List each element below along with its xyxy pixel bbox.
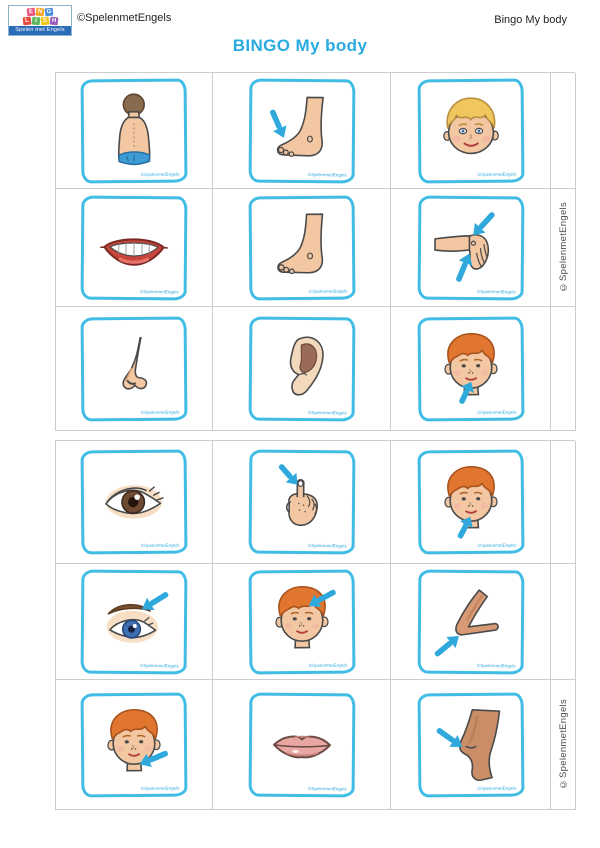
side-cell: [551, 564, 576, 680]
neck-illustration-icon: [430, 462, 511, 543]
back-illustration-icon: [94, 90, 175, 171]
grid-cell: [213, 680, 391, 810]
grid-cell: [213, 441, 391, 564]
card-copyright: ©SpelenmetEngels: [140, 785, 180, 791]
bingo-grid-bottom: [55, 440, 575, 810]
card-knee: [417, 692, 524, 797]
bingo-grid-top: [55, 72, 575, 431]
card-copyright: ©SpelenmetEngels: [307, 171, 347, 177]
logo-letter-block: S: [40, 16, 49, 25]
card-foot: [248, 195, 355, 300]
eyebrow-illustration-icon: [94, 581, 175, 662]
header-copyright: ©SpelenmetEngels: [77, 12, 172, 24]
card-copyright: ©SpelenmetEngels: [477, 785, 516, 791]
elbow-illustration-icon: [430, 581, 511, 662]
doc-header-title: Bingo My body: [494, 14, 567, 26]
card-neck: [417, 450, 524, 555]
grid-cell: [56, 441, 213, 564]
page-title: BINGO My body: [232, 36, 368, 55]
side-cell: [551, 441, 576, 564]
grid-cell: [213, 307, 391, 431]
card-nose: [81, 316, 188, 421]
eye-illustration-icon: [94, 462, 175, 543]
grid-cell: [391, 307, 551, 431]
grid-cell: [391, 680, 551, 810]
toes-illustration-icon: [261, 90, 342, 171]
card-lips: [248, 692, 355, 797]
card-teeth: [81, 195, 188, 300]
card-eye: [81, 450, 188, 555]
card-wrist: [417, 195, 524, 300]
logo-letter-block: E: [27, 7, 36, 16]
card-copyright: ©SpelenmetEngels: [140, 409, 180, 415]
grid-cell: [391, 73, 551, 189]
ear-illustration-icon: [261, 328, 342, 409]
card-copyright: ©SpelenmetEngels: [476, 288, 516, 294]
card-copyright: ©SpelenmetEngels: [307, 543, 347, 549]
grid-cell: [391, 441, 551, 564]
foot-illustration-icon: [261, 207, 342, 288]
card-copyright: ©SpelenmetEngels: [140, 171, 180, 177]
card-hair: [248, 569, 355, 674]
card-cheek: [81, 692, 188, 797]
grid-cell: [391, 564, 551, 680]
side-cell: [551, 680, 576, 810]
grid-cell: [391, 189, 551, 307]
card-copyright: ©SpelenmetEngels: [477, 171, 516, 177]
grid-cell: [213, 189, 391, 307]
hair-illustration-icon: [261, 581, 342, 662]
logo-letter-block: I: [31, 16, 40, 25]
card-face: [417, 78, 524, 183]
teeth-illustration-icon: [94, 207, 175, 288]
logo-letter-block: H: [51, 17, 56, 24]
card-copyright: ©SpelenmetEngels: [307, 785, 347, 791]
side-cell: [551, 73, 576, 189]
grid-cell: [213, 73, 391, 189]
card-toes: [248, 78, 355, 183]
card-copyright: ©SpelenmetEngels: [140, 288, 179, 294]
wrist-illustration-icon: [430, 207, 511, 288]
logo-banner: Spelen met Engels: [9, 26, 71, 35]
card-copyright: ©SpelenmetEngels: [477, 542, 516, 548]
cheek-illustration-icon: [94, 704, 175, 785]
face-illustration-icon: [430, 90, 511, 171]
grid-cell: [56, 307, 213, 431]
brand-logo: [8, 5, 72, 36]
logo-letter-block: L: [22, 16, 31, 25]
knee-illustration-icon: [430, 704, 511, 785]
grid-cell: [56, 189, 213, 307]
grid-cell: [56, 73, 213, 189]
lips-illustration-icon: [261, 704, 342, 785]
card-eyebrow: [81, 569, 188, 674]
card-copyright: ©SpelenmetEngels: [476, 662, 516, 668]
card-copyright: ©SpelenmetEngels: [307, 409, 347, 415]
card-ear: [248, 316, 355, 421]
grid-cell: [213, 564, 391, 680]
side-copyright: ©SpelenmetEngels: [557, 202, 569, 293]
side-cell: [551, 307, 576, 431]
grid-cell: [56, 564, 213, 680]
card-back: [81, 78, 188, 183]
card-copyright: ©SpelenmetEngels: [308, 288, 347, 294]
side-cell: [551, 189, 576, 307]
side-copyright: ©SpelenmetEngels: [557, 699, 569, 790]
card-copyright: ©SpelenmetEngels: [477, 409, 516, 415]
grid-cell: [56, 680, 213, 810]
card-finger: [248, 450, 355, 555]
logo-letter-block: G: [46, 8, 52, 15]
chin-illustration-icon: [430, 328, 511, 409]
finger-illustration-icon: [261, 462, 342, 543]
card-copyright: ©SpelenmetEngels: [140, 662, 179, 668]
card-chin: [417, 316, 524, 421]
logo-letter-block: N: [37, 8, 43, 15]
nose-illustration-icon: [94, 328, 175, 409]
logo-blocks-icon: [9, 6, 71, 26]
card-copyright: ©SpelenmetEngels: [140, 542, 180, 548]
card-copyright: ©SpelenmetEngels: [308, 662, 347, 668]
card-elbow: [417, 569, 524, 674]
